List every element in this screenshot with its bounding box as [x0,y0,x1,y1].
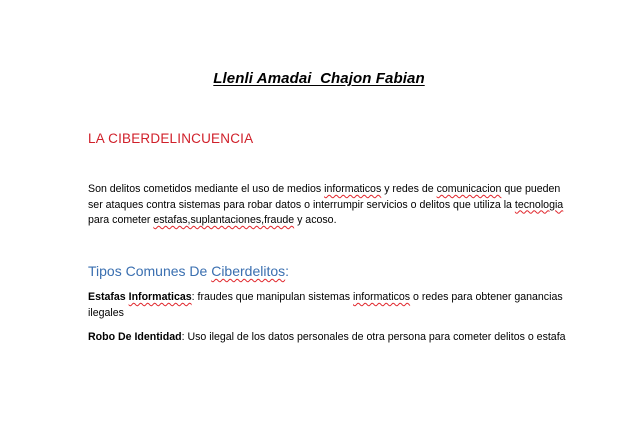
section-heading [88,263,289,279]
misspelled-word: informaticos [353,291,411,303]
list-item [88,290,568,321]
item-term-part: Estafas [88,291,129,303]
misspelled-word: informaticos [324,183,382,195]
intro-text-1: Son delitos cometidos mediante el uso de medios [88,183,325,195]
item-term: Robo De Identidad [88,331,182,343]
intro-paragraph [88,182,568,229]
item-term [88,291,192,303]
section-heading-text: Tipos Comunes De [88,263,212,279]
intro-text-5: y acoso. [294,214,337,226]
intro-text-2: y redes de [381,183,437,195]
section-heading-colon: : [285,263,290,279]
item-text-2: o redes para obtener ganancias ilegales [88,291,563,319]
item-text: : Uso ilegal de los datos personales de otra persona para cometer delitos o estafa [181,331,566,343]
misspelled-word: comunicacion [436,183,502,195]
main-heading: LA CIBERDELINCUENCIA [88,131,254,146]
item-text-1: : fraudes que manipulan sistemas [191,291,353,303]
misspelled-word: Ciberdelitos [211,263,286,279]
misspelled-word: tecnologia [514,198,564,211]
intro-text-4: para cometer [88,214,154,226]
misspelled-word: Informaticas [128,291,192,303]
misspelled-word: estafas,suplantaciones,fraude [153,214,295,226]
author-name: Llenli Amadai Chajon Fabian [213,70,425,87]
list-item [88,330,568,346]
intro-text-3: que pueden ser ataques contra sistemas para robar datos o interrumpir servicios o delitos que utiliza la [88,183,561,211]
